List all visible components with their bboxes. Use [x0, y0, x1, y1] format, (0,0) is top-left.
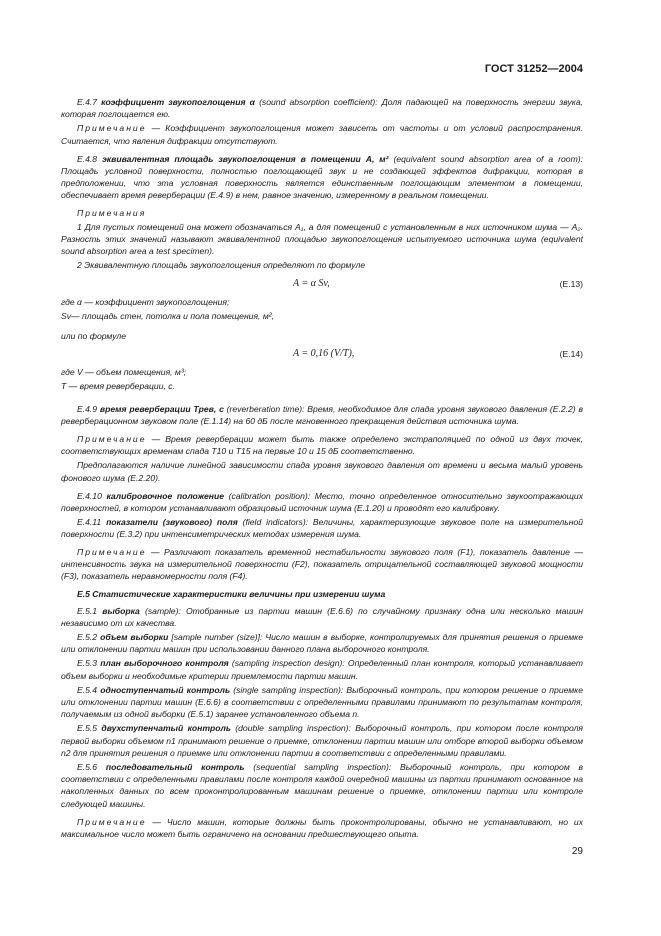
- or-formula: или по формуле: [61, 331, 127, 342]
- term-name: одноступенчатый контроль: [100, 684, 231, 695]
- note-text: — Коэффициент звукопоглощения может зависеть от частоты и от условий распространения. Считается, что явления дифракции отсутствуют.: [61, 123, 583, 146]
- term-definition: (calibration position): Место, точно определенное относительно звукоотражающих поверхностей, в котором устанавливают образцовый источник шума (Е.1.20) и проводят его калибровку.: [61, 490, 584, 514]
- where-v: где V — объем помещения, м³;: [61, 367, 187, 378]
- note-e-4-9-continued: Предполагаются наличие линейной зависимости спада уровня звукового давления от времени и весьма малый уровень фонового шума (Е.2.20).: [61, 460, 583, 483]
- formula-expression: A = α Sv,: [293, 277, 330, 289]
- notes-heading: [61, 207, 583, 219]
- document-code-header: ГОСТ 31252—2004: [484, 63, 583, 75]
- note-text: — Различают показатель временной нестабильности звукового поля (F1), показатель давление — интенсивность звука на измерительной поверхности (F2), показатель отрицательной составляющей звуковой мощности (F3), показатель неравномерности поля (F4).: [61, 546, 583, 582]
- term-definition: (single sampling inspection): Выборочный контроль, при котором решение о приемке или отклонении партии машин (Е.6.6) в соответствии с определенными правилами принимают по результатам контроля, получаемым из одной выборки (Е.5.1) заранее установленного объема n.: [61, 684, 584, 720]
- page-number: 29: [571, 846, 583, 857]
- term-definition: (sampling inspection design): Определенный план контроля, который устанавливает объем выборки и необходимые критерии приемлемости партии машин.: [61, 658, 584, 681]
- term-number: Е.4.9: [77, 403, 98, 414]
- term-e-4-11: [61, 516, 583, 540]
- term-name: выборка: [102, 605, 140, 616]
- term-number: Е.4.8: [77, 153, 98, 164]
- term-number: Е.5.5: [77, 723, 98, 734]
- term-e-5-4: [61, 684, 583, 721]
- term-name: коэффициент звукопоглощения α: [101, 97, 255, 107]
- term-number: Е.5.4: [77, 684, 98, 695]
- term-name: объем выборки: [100, 631, 169, 642]
- term-e-5-2: [61, 631, 583, 655]
- term-definition: (sound absorption coefficient): Доля падающей на поверхность энергии звука, которая поглощается ею.: [61, 97, 583, 120]
- section-heading-e-5: Е.5 Статистические характеристики величины при измерении шума: [77, 589, 386, 600]
- term-definition: (sequential sampling inspection): Выборочный контроль, при котором в соответствии с определенными правилами после контроля каждой очередной машины из партии принимают основанное на накопленных данных по всем проконтролированным машинам решение о приемке, отклонении партии или контроле следующей машины.: [61, 761, 583, 809]
- term-e-4-7: [61, 96, 583, 120]
- term-definition: (reverberation time): Время, необходимое для спада уровня звукового давления (Е.2.2) в реверберационном звуковом поле (Е.1.14) на 60 дБ после мгновенного прекращения действия источника шума.: [61, 403, 583, 426]
- notes-label: Примечания: [77, 207, 147, 218]
- term-e-4-10: [61, 490, 583, 514]
- term-number: Е.4.10: [77, 490, 102, 501]
- term-number: Е.5.1: [77, 605, 98, 616]
- note-e-4-9: [61, 433, 583, 457]
- where-sv: Sv— площадь стен, потолка и пола помещения, м²,: [61, 310, 274, 321]
- formula-e-14: [61, 346, 583, 362]
- note-e-5-6: [61, 816, 583, 840]
- term-definition: (field indicators): Величины, характеризующие звуковое поле на измерительной поверхности (Е.3.2) при интенсиметрических методах измерения шума.: [61, 517, 584, 540]
- term-e-4-9: [61, 403, 583, 427]
- term-number: Е.5.3: [77, 658, 98, 669]
- note-e-4-11: [61, 546, 583, 583]
- term-number: Е.5.2: [77, 631, 98, 642]
- where-t: T — время реверберации, с.: [61, 381, 175, 392]
- note-label: Примечание: [77, 816, 147, 827]
- term-name: последовательный контроль: [105, 761, 245, 772]
- note-text: — Число машин, которые должны быть проконтролированы, обычно не устанавливают, но их максимальное число может быть ограничено на основании предшествующего опыта.: [61, 816, 583, 839]
- term-name: двухступенчатый контроль: [101, 723, 231, 734]
- term-e-5-3: [61, 657, 583, 681]
- term-number: Е.4.11: [77, 517, 102, 528]
- term-e-5-6: [61, 761, 583, 810]
- term-number: Е.4.7: [77, 97, 98, 107]
- term-definition: (equivalent sound absorption area of a room): Площадь условной поверхности, полностью поглощающей звук и не создающей эффектов дифракции, которая в предположении, что эта условная поверхность является единственным поглощающим элементом в помещении, обеспечивает время реверберации (Е.4.9) в нем, равное значению, измеренному в реальном помещении.: [61, 153, 583, 201]
- note-1: 1 Для пустых помещений она может обозначаться A₁, а для помещений с установленным в них источником шума — A₂. Разность этих значений называют эквивалентной площадью звукопоглощения испытуемого источника шума (equivalent sound absorption area a test specimen).: [61, 221, 583, 257]
- where-alpha: где α — коэффициент звукопоглощения;: [61, 296, 230, 307]
- formula-number: (Е.13): [559, 278, 583, 289]
- term-number: Е.5.6: [77, 761, 98, 772]
- term-e-4-8: [61, 153, 583, 202]
- document-body: [61, 96, 583, 842]
- term-name: план выборочного контроля: [100, 658, 229, 669]
- note-text: — Время реверберации может быть также определено экстраполяцией по одной из двух точек, соответствующих временам спада T10 и T15 на первые 10 и 15 дБ соответственно.: [61, 434, 583, 457]
- term-e-5-1: [61, 605, 583, 629]
- note-label: Примечание: [77, 123, 147, 134]
- formula-e-13: [61, 276, 583, 292]
- note-label: Примечание: [77, 546, 147, 557]
- note-e-4-7: [61, 122, 583, 146]
- term-definition: [sample number (size)]: Число машин в выборке, контролируемых для принятия решения о приемке или отклонении партии машин при использовании данного плана выборочного контроля.: [61, 631, 583, 655]
- note-2: 2 Эквивалентную площадь звукопоглощения определяют по формуле: [77, 260, 366, 271]
- term-e-5-5: [61, 722, 583, 759]
- term-name: показатели (звукового) поля: [106, 517, 238, 528]
- term-name: калибровочное положение: [106, 490, 225, 501]
- term-definition: (sample): Отобранные из партии машин (Е.6.6) по случайному признаку одна или несколько машин независимо от их качества.: [61, 605, 584, 628]
- note-label: Примечание: [77, 434, 147, 445]
- formula-number: (Е.14): [559, 349, 583, 360]
- term-name: эквивалентная площадь звукопоглощения в помещении A, м²: [102, 153, 389, 164]
- formula-expression: A = 0,16 (V/T),: [293, 348, 355, 360]
- term-name: время реверберации Tрев, с: [99, 403, 224, 414]
- term-definition: (double sampling inspection): Выборочный контроль, при котором после контроля первой выборки объемом n1 принимают решение о приемке, отклонении партии машин или отборе второй выборки объемом n2 для принятия решения о приемке или отклонении партии в соответствии с определенными правилами.: [61, 723, 584, 758]
